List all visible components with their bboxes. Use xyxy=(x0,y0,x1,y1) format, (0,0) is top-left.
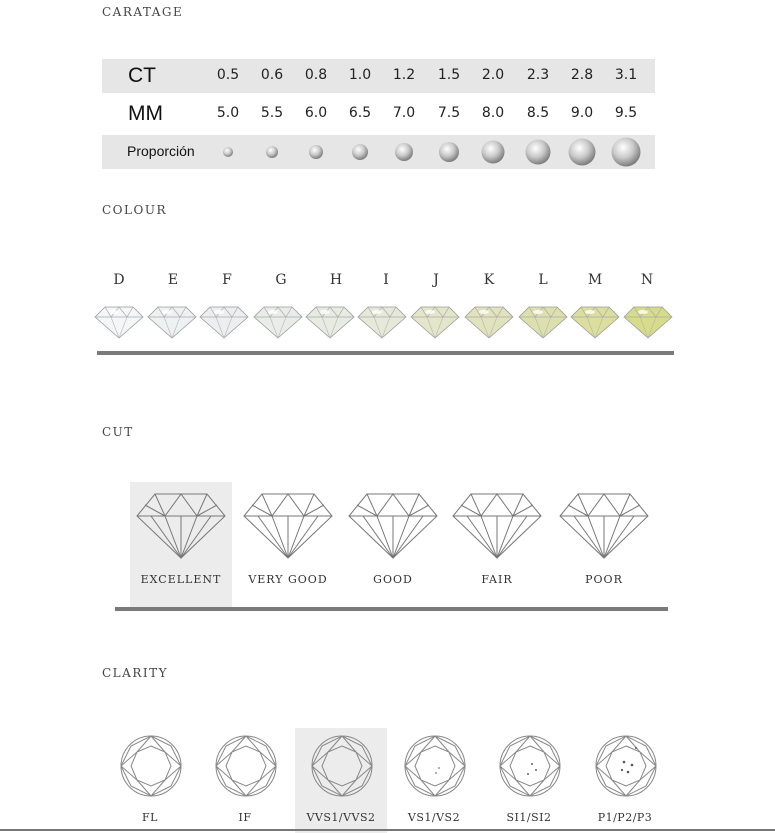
diamond-top-icon xyxy=(310,734,374,798)
cut-title: CUT xyxy=(102,425,134,439)
colour-diamond-icon xyxy=(147,305,197,339)
ct-value: 1.0 xyxy=(348,67,372,83)
colour-diamond-icon xyxy=(464,305,514,339)
clarity-vs xyxy=(388,728,480,833)
mm-value: 9.0 xyxy=(570,105,594,121)
colour-title: COLOUR xyxy=(102,203,167,217)
colour-diamond-icon xyxy=(199,305,249,339)
proportion-diamond-icon xyxy=(612,138,641,167)
colour-diamond-icon xyxy=(570,305,620,339)
clarity-vvs xyxy=(295,728,387,833)
diamond-top-icon xyxy=(594,734,658,798)
cut-label: FAIR xyxy=(481,573,513,586)
diamond-top-icon xyxy=(119,734,183,798)
clarity-label: IF xyxy=(238,811,252,824)
ct-value: 0.8 xyxy=(304,67,328,83)
mm-value: 8.0 xyxy=(481,105,505,121)
colour-grade: F xyxy=(222,272,232,288)
colour-diamond-icon xyxy=(305,305,355,339)
colour-grade: D xyxy=(113,272,125,288)
diamond-profile-icon xyxy=(135,492,227,560)
diamond-profile-icon xyxy=(347,492,439,560)
clarity-label: VVS1/VVS2 xyxy=(306,811,376,824)
ct-label: CT xyxy=(128,64,156,87)
mm-value: 5.5 xyxy=(260,105,284,121)
proportion-label: Proporción xyxy=(127,143,195,159)
mm-value: 6.0 xyxy=(304,105,328,121)
mm-value: 7.0 xyxy=(392,105,416,121)
diamond-top-icon xyxy=(403,734,467,798)
ct-row xyxy=(102,59,655,93)
mm-label: MM xyxy=(128,102,163,125)
colour-divider xyxy=(97,351,674,355)
diamond-profile-icon xyxy=(558,492,650,560)
ct-value: 0.5 xyxy=(216,67,240,83)
ct-value: 2.8 xyxy=(570,67,594,83)
colour-grade: E xyxy=(167,272,179,288)
colour-diamond-icon xyxy=(253,305,303,339)
clarity-title: CLARITY xyxy=(102,666,169,680)
colour-grade: K xyxy=(483,272,495,288)
ct-value: 0.6 xyxy=(260,67,284,83)
proportion-diamond-icon xyxy=(309,145,323,159)
ct-value: 2.3 xyxy=(526,67,550,83)
proportion-diamond-icon xyxy=(569,139,596,166)
mm-row xyxy=(102,97,655,131)
cut-good xyxy=(342,482,444,608)
clarity-label: VS1/VS2 xyxy=(407,811,461,824)
cut-poor xyxy=(553,482,655,608)
mm-value: 7.5 xyxy=(437,105,461,121)
cut-fair xyxy=(446,482,548,608)
colour-diamond-icon xyxy=(410,305,460,339)
bottom-divider xyxy=(0,829,775,831)
clarity-si xyxy=(483,728,575,833)
proportion-diamond-icon xyxy=(395,143,413,161)
ct-value: 3.1 xyxy=(614,67,638,83)
proportion-diamond-icon xyxy=(266,146,278,158)
cut-label: VERY GOOD xyxy=(248,573,328,586)
colour-grade: J xyxy=(433,272,439,288)
colour-grade: G xyxy=(275,272,287,288)
cut-label: POOR xyxy=(585,573,623,586)
diamond-profile-icon xyxy=(451,492,543,560)
clarity-label: P1/P2/P3 xyxy=(597,811,653,824)
mm-value: 8.5 xyxy=(526,105,550,121)
cut-very-good xyxy=(237,482,339,608)
mm-value: 6.5 xyxy=(348,105,372,121)
colour-grade: M xyxy=(587,272,603,288)
mm-value: 5.0 xyxy=(216,105,240,121)
proportion-diamond-icon xyxy=(482,141,505,164)
clarity-label: FL xyxy=(142,811,158,824)
proportion-diamond-icon xyxy=(439,142,459,162)
diamond-top-icon xyxy=(498,734,562,798)
clarity-label: SI1/SI2 xyxy=(506,811,552,824)
mm-value: 9.5 xyxy=(614,105,638,121)
cut-excellent xyxy=(130,482,232,608)
colour-grade: I xyxy=(383,272,389,288)
cut-divider xyxy=(115,607,668,611)
diamond-top-icon xyxy=(214,734,278,798)
colour-diamond-icon xyxy=(357,305,407,339)
clarity-if xyxy=(199,728,291,833)
diamond-profile-icon xyxy=(242,492,334,560)
ct-value: 2.0 xyxy=(481,67,505,83)
proportion-row xyxy=(102,135,655,169)
proportion-diamond-icon xyxy=(223,147,233,157)
cut-label: GOOD xyxy=(373,573,413,586)
caratage-title: CARATAGE xyxy=(102,5,184,19)
cut-label: EXCELLENT xyxy=(140,573,222,586)
colour-diamond-icon xyxy=(518,305,568,339)
colour-grade: L xyxy=(538,272,548,288)
clarity-p xyxy=(579,728,671,833)
proportion-diamond-icon xyxy=(352,144,368,160)
colour-grade: H xyxy=(329,272,343,288)
colour-diamond-icon xyxy=(623,305,673,339)
clarity-fl xyxy=(104,728,196,833)
colour-grade: N xyxy=(640,272,654,288)
colour-diamond-icon xyxy=(94,305,144,339)
proportion-diamond-icon xyxy=(526,140,551,165)
ct-value: 1.5 xyxy=(437,67,461,83)
ct-value: 1.2 xyxy=(392,67,416,83)
